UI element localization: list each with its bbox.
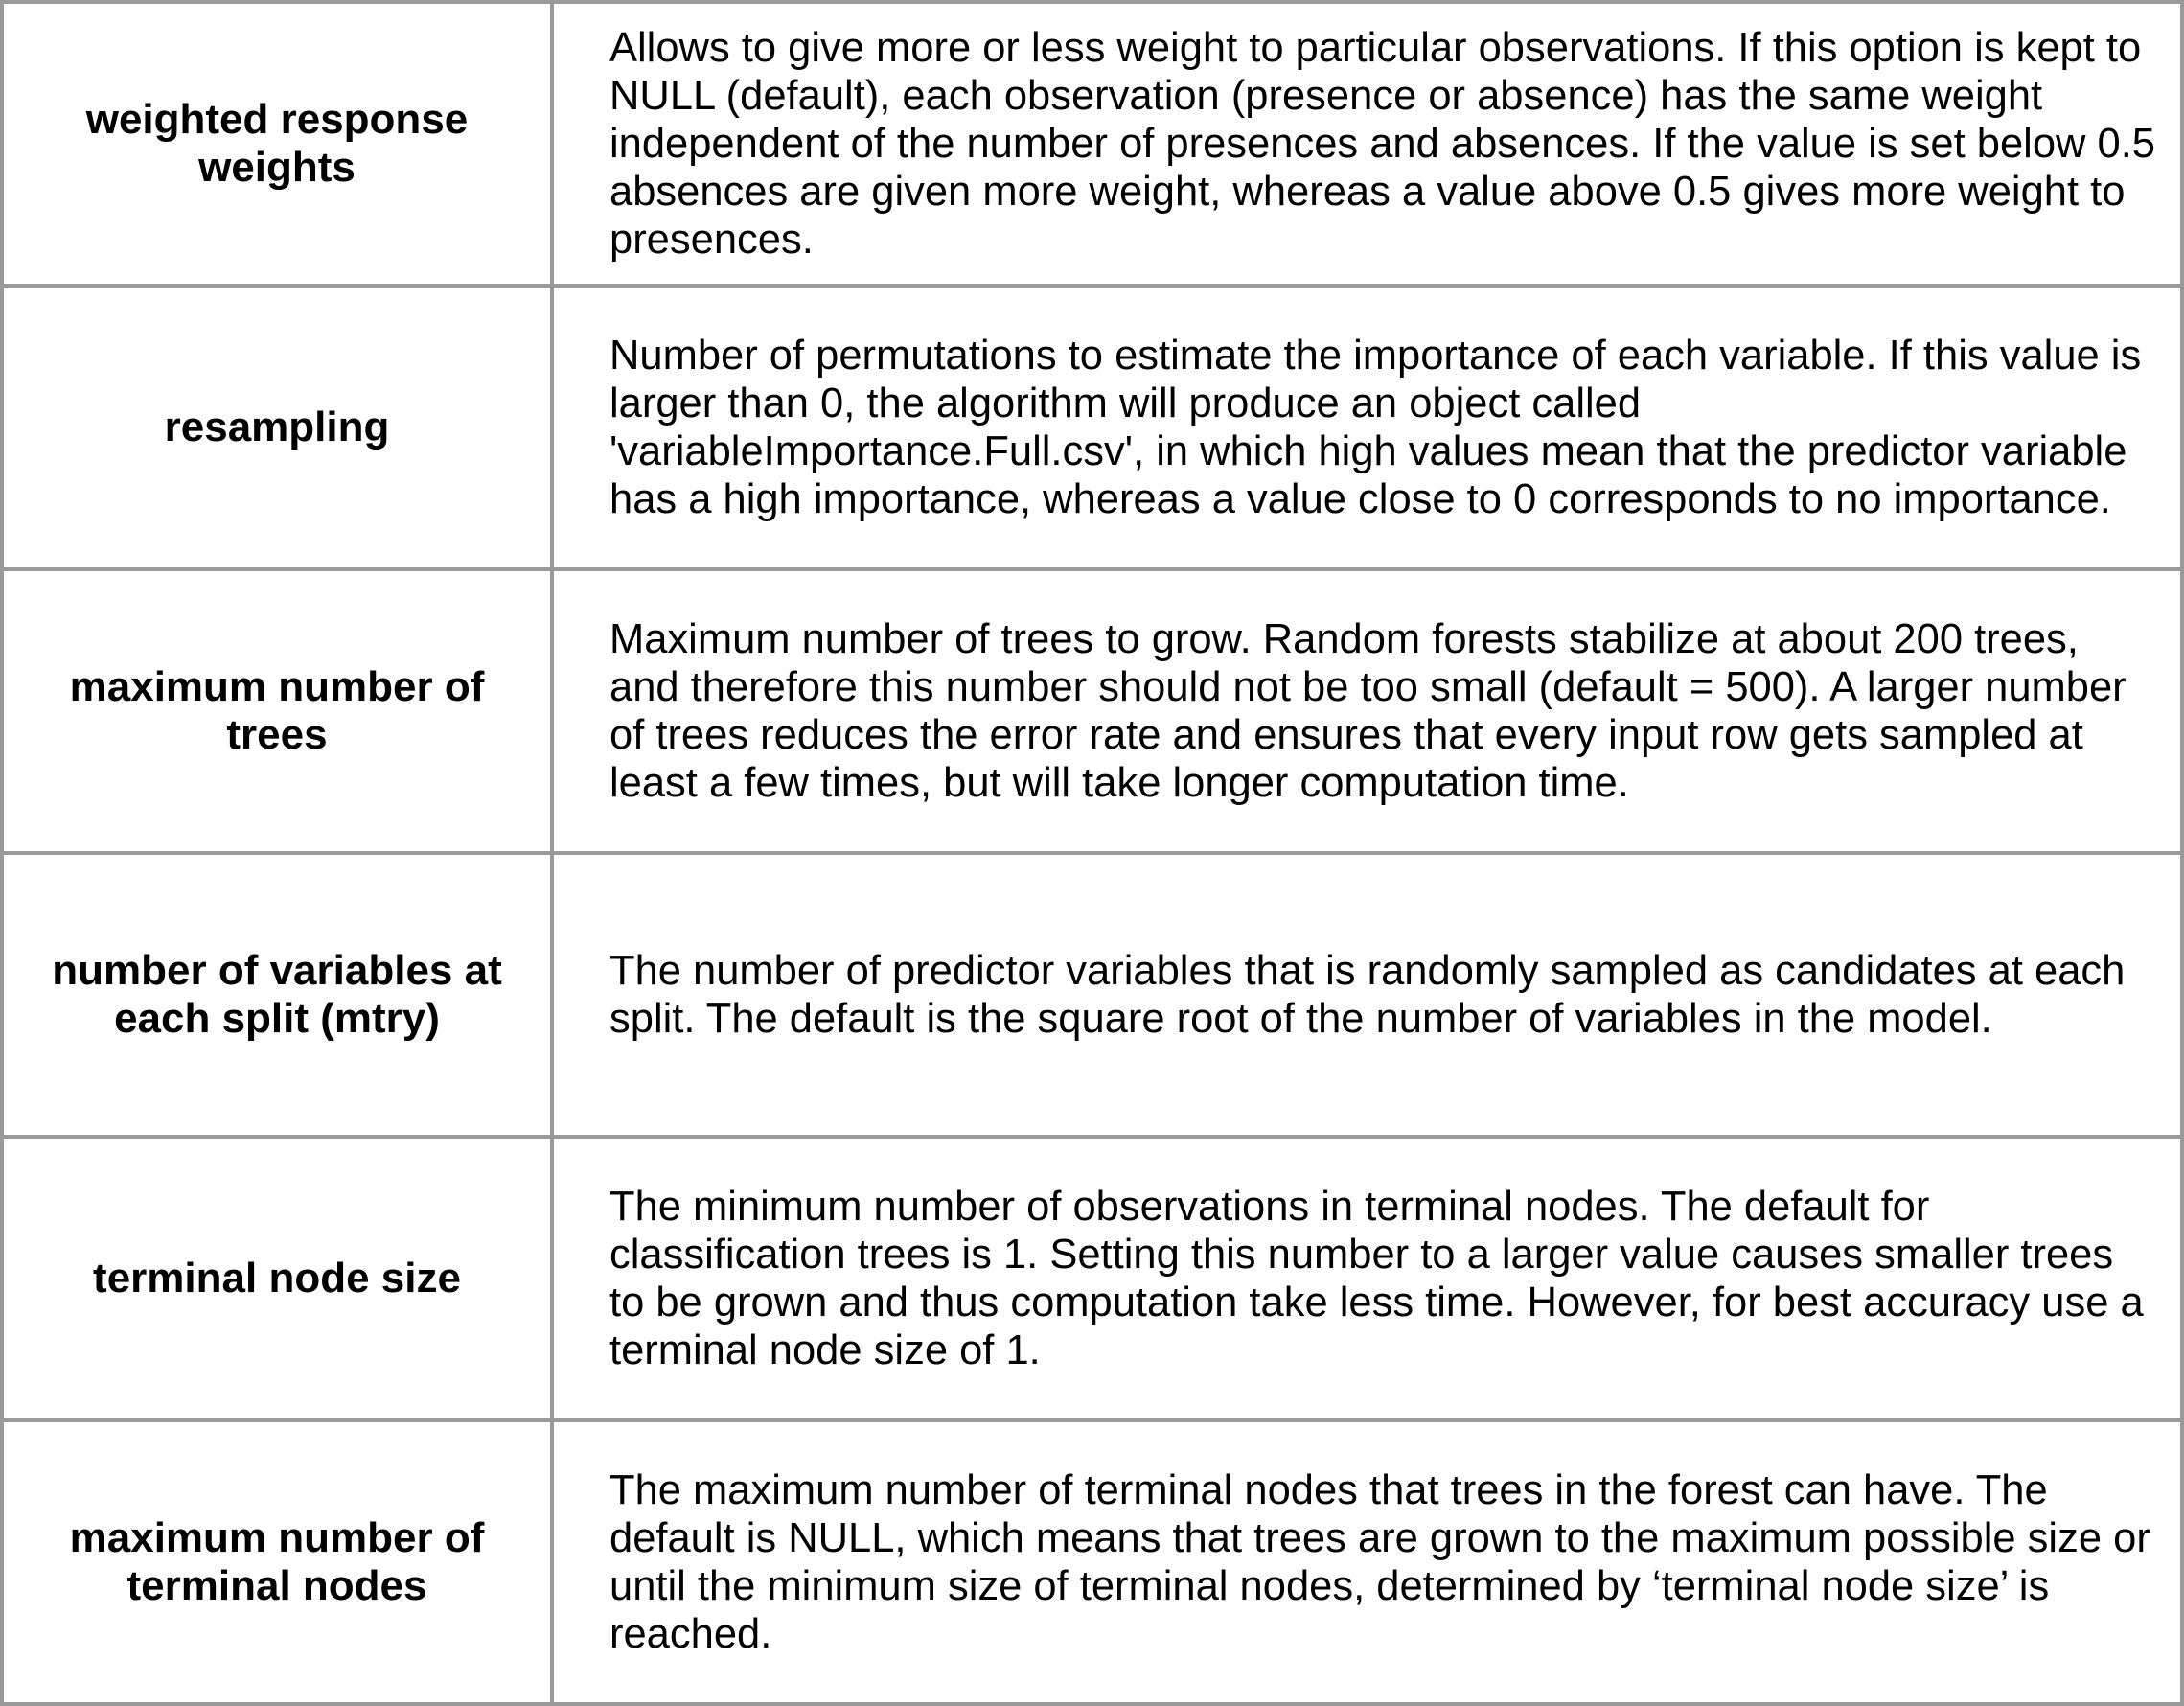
table-row [2, 286, 2182, 569]
parameter-name: number of variables at each split (mtry) [2, 853, 552, 1137]
table-row [2, 2, 2182, 286]
parameter-description: The number of predictor variables that is randomly sampled as candidates at each split. The default is the square root of the number of variables in the model. [552, 853, 2182, 1137]
parameter-description: The minimum number of observations in terminal nodes. The default for classification trees is 1. Setting this number to a larger value causes smaller trees to be grown and thus computation take less time. However, for best accuracy use a terminal node size of 1. [552, 1137, 2182, 1420]
parameter-description: Number of permutations to estimate the importance of each variable. If this value is larger than 0, the algorithm will produce an object called 'variableImportance.Full.csv', in which high values mean that the predictor variable has a high importance, whereas a value close to 0 corresponds to no importance. [552, 286, 2182, 569]
table-row [2, 853, 2182, 1137]
parameter-description: Maximum number of trees to grow. Random forests stabilize at about 200 trees, and therefore this number should not be too small (default = 500). A larger number of trees reduces the error rate and ensures that every input row gets sampled at least a few times, but will take longer computation time. [552, 569, 2182, 853]
table-row [2, 1420, 2182, 1704]
table-row [2, 1137, 2182, 1420]
parameter-name: terminal node size [2, 1137, 552, 1420]
parameter-description: The maximum number of terminal nodes that trees in the forest can have. The default is NULL, which means that trees are grown to the maximum possible size or until the minimum size of terminal nodes, determined by ‘terminal node size’ is reached. [552, 1420, 2182, 1704]
parameter-name: weighted response weights [2, 2, 552, 286]
parameter-description: Allows to give more or less weight to particular observations. If this option is kept to NULL (default), each observation (presence or absence) has the same weight independent of the number of presences and absences. If the value is set below 0.5 absences are given more weight, whereas a value above 0.5 gives more weight to presences. [552, 2, 2182, 286]
parameter-name: resampling [2, 286, 552, 569]
table-row [2, 569, 2182, 853]
parameter-name: maximum number of trees [2, 569, 552, 853]
parameter-name: maximum number of terminal nodes [2, 1420, 552, 1704]
